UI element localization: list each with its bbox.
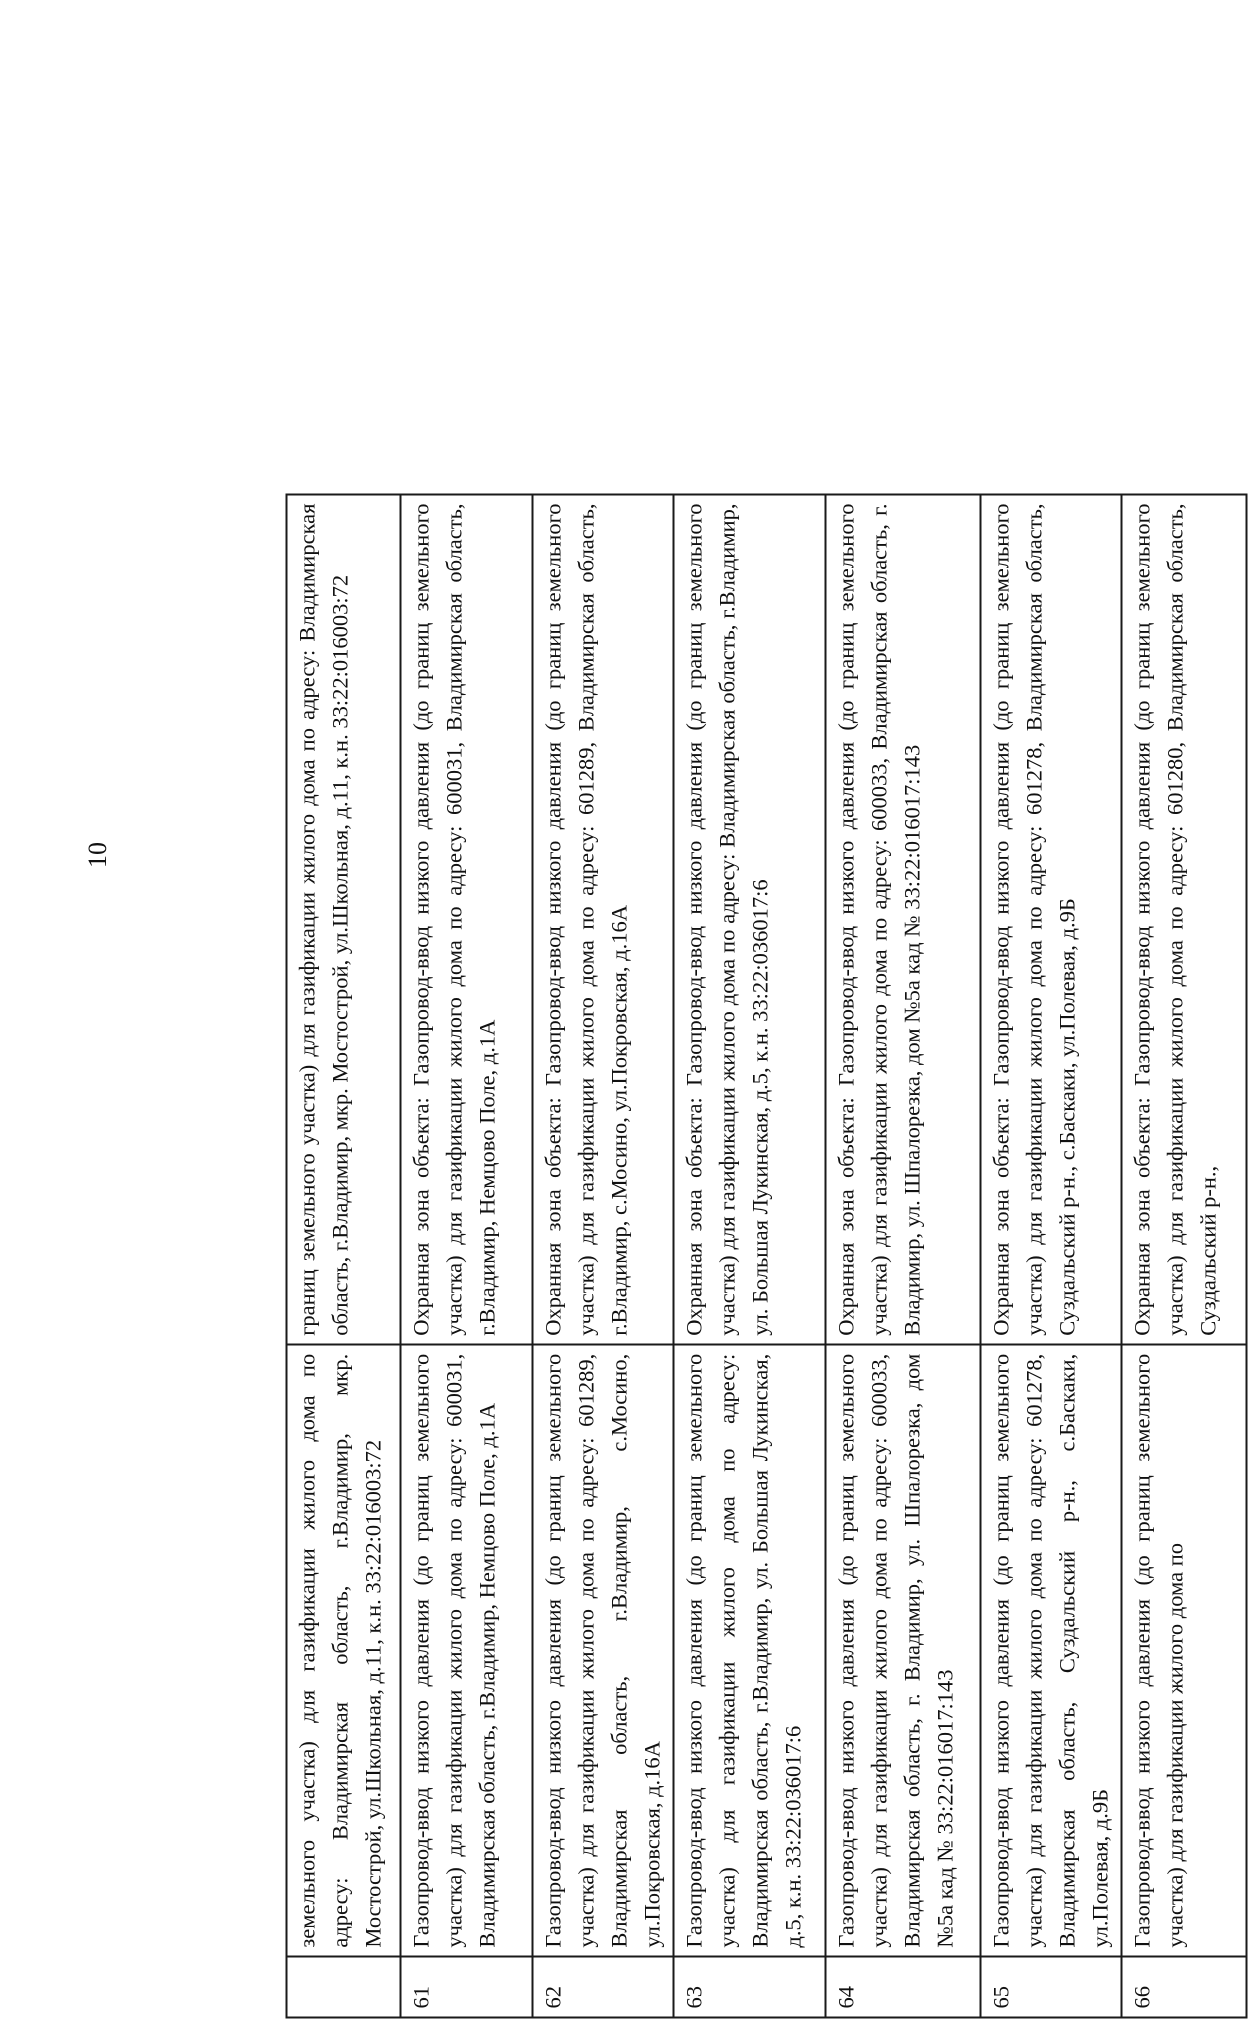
row-number bbox=[287, 1957, 401, 2018]
page-number: 10 bbox=[83, 842, 112, 868]
protection-zone-description: Охранная зона объекта: Газопровод-ввод низкого давления (до границ земельного участка) для газификации жилого дома по адресу: 601278, Владимирская область, Суздальский р-н., с.Баскаки, ул.Полевая, д.9Б bbox=[981, 495, 1122, 1345]
protection-zone-description: Охранная зона объекта: Газопровод-ввод низкого давления (до границ земельного участка) для газификации жилого дома по адресу: 600033, Владимирская область, г. Владимир, ул. Шпалорезка, дом №5а кад № 33:22:016017:143 bbox=[826, 495, 981, 1345]
protection-zone-description: Охранная зона объекта: Газопровод-ввод низкого давления (до границ земельного участка) для газификации жилого дома по адресу: Владимирская область, г.Владимир, ул. Большая Лукинская, д.5, к.н. 33:22:036017:6 bbox=[674, 495, 826, 1345]
row-number: 64 bbox=[826, 1957, 981, 2018]
object-description: Газопровод-ввод низкого давления (до границ земельного участка) для газификации жилого дома по адресу: 600031, Владимирская область, г.Владимир, Немцово Поле, д.1А bbox=[401, 1345, 533, 1957]
protection-zone-description: Охранная зона объекта: Газопровод-ввод низкого давления (до границ земельного участка) для газификации жилого дома по адресу: 601280, Владимирская область, Суздальский р-н., bbox=[1122, 495, 1247, 1345]
protection-zone-description: Охранная зона объекта: Газопровод-ввод низкого давления (до границ земельного участка) для газификации жилого дома по адресу: 601289, Владимирская область, г.Владимир, с.Мосино, ул.Покровская, д.16А bbox=[533, 495, 674, 1345]
object-description: Газопровод-ввод низкого давления (до границ земельного участка) для газификации жилого дома по адресу: 601278, Владимирская область, Суздальский р-н., с.Баскаки, ул.Полевая, д.9Б bbox=[981, 1345, 1122, 1957]
row-number: 65 bbox=[981, 1957, 1122, 2018]
table-row bbox=[1122, 495, 1247, 2018]
protection-zone-description: Охранная зона объекта: Газопровод-ввод низкого давления (до границ земельного участка) для газификации жилого дома по адресу: 600031, Владимирская область, г.Владимир, Немцово Поле, д.1А bbox=[401, 495, 533, 1345]
table-row bbox=[674, 495, 826, 2018]
object-description: Газопровод-ввод низкого давления (до границ земельного участка) для газификации жилого дома по адресу: Владимирская область, г.Владимир, ул. Большая Лукинская, д.5, к.н. 33:22:036017:6 bbox=[674, 1345, 826, 1957]
object-description: Газопровод-ввод низкого давления (до границ земельного участка) для газификации жилого дома по bbox=[1122, 1345, 1247, 1957]
registry-table bbox=[286, 494, 1248, 2019]
table-row bbox=[533, 495, 674, 2018]
row-number: 66 bbox=[1122, 1957, 1247, 2018]
table-row bbox=[981, 495, 1122, 2018]
object-description: земельного участка) для газификации жилого дома по адресу: Владимирская область, г.Владимир, мкр. Мостострой, ул.Школьная, д.11, к.н. 33:22:016003:72 bbox=[287, 1345, 401, 1957]
row-number: 62 bbox=[533, 1957, 674, 2018]
object-description: Газопровод-ввод низкого давления (до границ земельного участка) для газификации жилого дома по адресу: 601289, Владимирская область, г.Владимир, с.Мосино, ул.Покровская, д.16А bbox=[533, 1345, 674, 1957]
row-number: 61 bbox=[401, 1957, 533, 2018]
row-number: 63 bbox=[674, 1957, 826, 2018]
table-row bbox=[401, 495, 533, 2018]
object-description: Газопровод-ввод низкого давления (до границ земельного участка) для газификации жилого дома по адресу: 600033, Владимирская область, г. Владимир, ул. Шпалорезка, дом №5а кад № 33:22:016017:143 bbox=[826, 1345, 981, 1957]
protection-zone-description: границ земельного участка) для газификации жилого дома по адресу: Владимирская область, г.Владимир, мкр. Мостострой, ул.Школьная, д.11, к.н. 33:22:016003:72 bbox=[287, 495, 401, 1345]
table-row bbox=[826, 495, 981, 2018]
rotated-table-block bbox=[286, 494, 1226, 2019]
table-row bbox=[287, 495, 401, 2018]
